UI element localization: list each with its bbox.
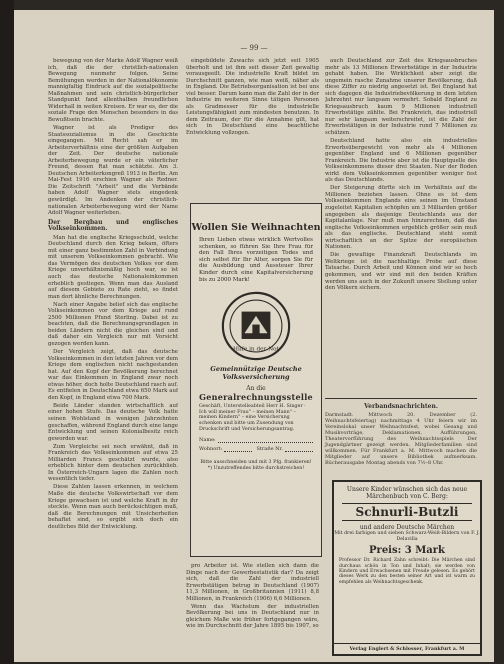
news-heading: Verbandsnachrichten. [364, 403, 438, 410]
paragraph: Diese Zahlen lassen erkennen, in welchem Maße die deutsche Volkswirtschaft vor dem Kriege gewachsen ist und welche Kraft in ihr steckte. Wenn man auch berücksichtigen muß, daß die Berechnungen mit Unsicherheiten behaftet sind, so ergibt sich doch ein deutliches Bild der Entwicklung. [48, 484, 178, 530]
paragraph: Der Steigerung dürfte sich im Verhältnis auf die Millionen beziehen lassen. Ohne es ist dem Volkseinkommen Englands eins seinen im Umstand zugeleitet Kapitalien schöpfen um 3 Milliarden größer angegeben als dasjenige Deutschlands aus der Kapitalanlage. Nur muß man hinzurechnen, daß das englische Volkseinkommen ergeblich größer sein muß als das englische. Deutschland steht somit wirtschaftlich an der Spitze der europäischen Nationen. [325, 185, 477, 251]
paragraph: auch Deutschland zur Zeit des Kriegsausbruches mehr als 13 Millionen Erwerbstätige in der Industrie gehabt haben. Die Wirklichkeit aber zeigt die ungemein rasche Zunahme unserer Bevölkerung, daß diese Ziffer zu niedrig angesetzt ist. Bei England hat sich dagegen die Industriebevölkerung in dem letzten Jahrzehnt nur langsam vermehrt. Sobald England zu Kriegsausbruch kaum 9 Millionen industriell Erwerbstätige zählte. Bei Frankreich, das industriell nur sehr langsam weiterschreitet, ist die Zahl der Erwerbstätigen in der Industrie rund 7 Millionen zu schätzen. [325, 58, 477, 137]
scan-binding-edge [0, 0, 14, 664]
street-label: Straße Nr. [256, 446, 283, 453]
paragraph: Die gewaltige Finanzkraft Deutschlands im Weltkriege ist die nachhaltige Probe auf diese Tatsache. Durch Arbeit und Können sind wir so hoch gekommen, und wir sind mit den beiden Kräften werden uns auch in der Zukunft unsere Stellung unter den Völkern sichern. [325, 252, 477, 292]
svg-text:Hilfe in der Not: Hilfe in der Not [233, 346, 279, 353]
section-divider [325, 398, 477, 399]
coupon-note [191, 460, 321, 471]
book-title: Schnurli-Butzli [342, 503, 472, 521]
paragraph: bewegung von der Marke Adolf Wagner weiß ich, daß die der christlich-nationalen Bewegung nunmehr folgen. Seine Bemühungen werden in der Nationalökonomie mannigfaltig Eindruck auf die sozialpolitische Maßnahmen und sein christlich-bürgerlicher Standpunkt fand allenthalben freundlichen Widerhall in weiten Kreisen. Er war es, der die soziale Frage den Menschen besonders in das Bewußtsein brachte. [48, 58, 178, 123]
article-heading: Der Bergbau und englisches Volkseinkommen. [48, 218, 178, 233]
ad-org-name [191, 366, 321, 381]
street-line [285, 446, 313, 452]
paragraph: Deutschland hatte also ein industrielles Erwerbsübergewicht von mehr als 4 Millionen gegenüber England und 6 Millionen gegenüber Frankreich. Die Industrie aber ist die Hauptquelle des Volkseinkommens dieser drei Staaten. Nur der Boden wirkt dem Volkseinkommen gegenüber weniger fest als das Deutschlands. [325, 138, 477, 184]
book-illustrations: Mit drei farbigen und sieben Schwarz-Weiß-Bildern von F. J. Delavilla [334, 531, 480, 542]
note-line-1: Bitte ausschneiden und mit 3 Pfg. frankieren! [200, 460, 312, 466]
insurance-seal-icon [220, 290, 292, 362]
book-subtitle: und andere Deutsche Märchen [359, 524, 455, 531]
name-line [218, 437, 313, 443]
residence-line [224, 446, 252, 452]
ad-title: Wollen Sie Weihnachten [191, 222, 321, 233]
coupon-name-row [191, 434, 321, 443]
paragraph: Der Vergleich zeigt, daß das deutsche Volkseinkommen in den letzten Jahren vor dem Kriege dem englischen nicht nachgestanden hat. Auf den Kopf der Bevölkerung berechnet war das Einkommen in England zwar noch etwas höher, doch holte Deutschland rasch auf. Es entfielen in Deutschland etwa 650 Mark auf den Kopf, in England etwa 700 Mark. [48, 349, 178, 401]
page-number: — 99 — [240, 44, 268, 52]
coupon-heading: Generalrechnungsstelle [199, 392, 313, 403]
name-label: Name: [199, 437, 216, 444]
paragraph: pro Arbeiter ist. Wie stellen sich dann die Dinge nach der Gewerbestatistik dar? Da zeigt sich, daß die Zahl der industriell Erwerbstätigen betrug in Deutschland (1907) 11,3 Millionen, in Großbritannien (1911) 8,8 Millionen, in Frankreich (1906) 6,6 Millionen. [186, 563, 319, 602]
article-column-middle-bottom [186, 563, 319, 655]
paragraph: Man hat die englische Kriegsschuld, welche Deutschland durch den Krieg bekam, öfters mit einer ganz bestimmten Zahl in Verbindung mit unserem Volkseinkommen gebracht. Wie das Vermögen des deutschen Volkes vor dem Kriege unverhältnismäßig hoch war, so ist auch das deutsche Nationaleinkommen erheblich gestiegen. Wenn man das Ausland auf diesem Gebiete zu Rate zieht, so findet man dort ähnliche Berechnungen. [48, 234, 178, 300]
coupon-prefix: An die [246, 385, 266, 393]
publisher-footer: Verlag Englert & Schlosser, Frankfurt a. M [334, 643, 480, 652]
paragraph: Zum Vergleiche sei noch erwähnt, daß in Frankreich das Volkseinkommen auf etwa 25 Milliarden Francs geschätzt wurde, also erheblich hinter dem deutschen zurückblieb. In Österreich-Ungarn lagen die Zahlen noch wesentlich tiefer. [48, 443, 178, 483]
news-text: Darmstadt. Mittwoch 20. Dezember (2. Weihnachtsfeiertag) nachmittags 4 Uhr feiern wir im Vereinslokal unser Weihnachtsfest, wobei Gesang und Musikvorträge, Deklamationen, Aufführungen, Theatervorführung des Weihnachtsspiels Der Jugendgärtner gezeigt werden. Mitgliederfamilien sind willkommen. Für Frankfurt a. M. Mittwoch machen die Mitglieder auf unsere Bibliothek aufmerksam. Bücherausgabe Montag abends von 7½–8 Uhr. [325, 412, 477, 466]
newspaper-page [14, 10, 494, 662]
paragraph: Nach einer Angabe belief sich das englische Volkseinkommen vor dem Kriege auf rund 2500 Millionen Pfund Sterling. Dabei ist zu beachten, daß die Berechnungsgrundlagen in beiden Ländern nicht die gleichen sind und daß daher ein Vergleich nur mit Vorsicht gezogen werden kann. [48, 301, 178, 347]
note-line-2: *) Unzutreffendes bitte durchstreichen! [207, 465, 305, 471]
ad-body: Ihren Lieben etwas wirklich Wertvolles schenken, so führen Sie Ihre Frau für den Fall Ihres vorzeitigen Todes und sich selbst für Ihr Alter, sorgen Sie für die Ausbildung und Aussteuer Ihrer Kinder durch eine Kapitalversicherung bis zu 2000 Mark! [199, 237, 313, 283]
paragraph: eingebildete Zuwachs sich jetzt seit 1905 überholt und ist ihm seit dieser Zeit gewaltig vorausgeeilt. Die industrielle Kraft bildet im Durchschnitt ganzen, wie man weiß, näher als in England. Die Betriebsorganisation ist bei uns viel besser. Darum kann man die Zahl der in der Industrie im weiteren Sinne tätigen Personen als Gradmesser für die industrielle Leistungsfähigkeit zum mindesten benutzen. In dem Zeitraum, der für die Annahme gilt, hat sich in Deutschland eine beachtliche Entwicklung vollzogen. [186, 58, 319, 137]
article-column-left [48, 58, 178, 653]
org-line-2: Volksversicherung [222, 372, 290, 381]
article-column-right [325, 58, 477, 408]
book-price: Preis: 3 Mark [369, 545, 445, 557]
residence-label: Wohnort: [199, 446, 223, 453]
coupon-title [191, 385, 321, 402]
paragraph: Beide Länder standen wirtschaftlich auf einer hohen Stufe. Das deutsche Volk hatte seinen Wohlstand in wenigen Jahrzehnten geschaffen, während England durch eine lange Entwicklung und seinen Kolonialbesitz reich geworden war. [48, 402, 178, 442]
coupon-text: Geschäft, Unterstelleabteil Herr H. Singer · Ich will meiner Frau" – meinen Mann" – meinen Kindern" – eine Versicherung schenken und bitte um Zusendung von Druckschrift und Versicherungsantrag. [199, 404, 306, 432]
book-ad-intro: Unsere Kinder wünschen sich das neue Märchenbuch von C. Berg: [346, 486, 468, 500]
book-advertisement [332, 480, 482, 656]
paragraph: Wagner ist als Prediger des Staatssozialismus in die Geschichte eingegangen. Mit Recht sah er im Arbeiterverhältnis eine der größten Aufgaben der Zeit. Der deutsche nationale Arbeiterbewegung wurde er ein väterlicher Freund, dessen Rat man schätzte. Am 3. Deutschen Arbeiterkongreß 1913 in Berlin. Am Mai-Fest 1916 erschien Wagner als Redner. Die Zeitschrift "Arbeit" und die Verbände haben Adolf Wagner stets eingedenk gewürdigt. Im Andenken der christlich-nationalen Arbeiterbewegung wird der Name Adolf Wagner weiterleben. [48, 124, 178, 217]
association-news [325, 404, 477, 466]
coupon-residence-row [191, 443, 321, 452]
article-column-middle-top [186, 58, 319, 196]
paragraph: Wenn das Wachstum der industriellen Bevölkerung bei uns in Deutschland nur in gleichem Maße wie früher fortgegangen wäre, wie im Durchschnitt der Jahre 1895 bis 1907, so [186, 603, 319, 630]
insurance-advertisement [190, 203, 322, 557]
org-line-1: Gemeinnützige Deutsche [210, 365, 302, 374]
book-review: Professor Dr. Richard Zahn schreibt: Die Märchen sind durchaus schön in Ton und Inhalt; sie werden von Kindern und Erwachsenen mit Freude gelesen. Es gehört dieses Werk zu den besten seiner Art und ist warm zu empfehlen als Weihnachtsgeschenk. [339, 558, 475, 585]
